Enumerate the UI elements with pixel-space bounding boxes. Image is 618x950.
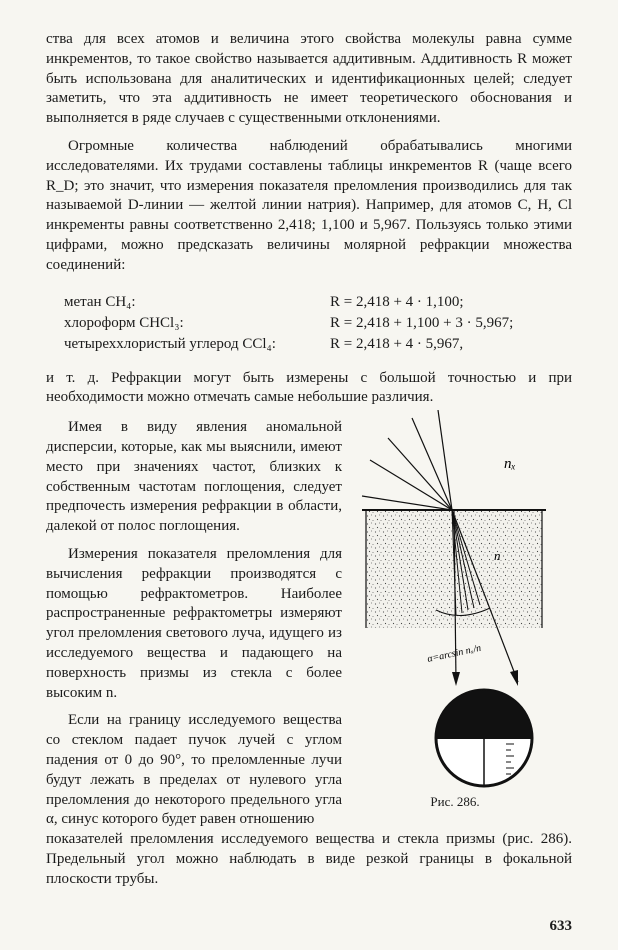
page-number: 633 [549,918,572,934]
paragraph-focal-plane: показателей преломления исследуемого вещества и стекла призмы (рис. 286). Предельный угол можно наблюдать в виде резкой границы в фокальной плоскости трубы. [46,831,572,887]
label-nx: nₓ [504,456,516,473]
page-body [46,30,572,889]
figure-286 [358,410,572,830]
formula-expression: R = 2,418 + 4 · 1,100; [330,293,464,310]
paragraph-dispersion: Имея в виду явления аномальной дисперсии, которые, как мы выяснили, имеют место при значениях частот, близких к собственным частотам поглощения, следует предпочесть измерения рефракции в области, далекой от полос поглощения. [46,419,342,535]
formula-row [64,313,572,334]
dark-field [436,690,532,738]
refractometer-diagram [358,410,572,790]
paragraph-limit-angle: Если на границу исследуемого вещества со стеклом падает пучок лучей с углом падения от 0 до 90°, то преломленные лучи будут лежать в пределах от нулевого угла преломления до некоторого предельного угла α, синус которого будет равен отношению [46,712,342,828]
arrow-head-icon [510,670,518,686]
arrow-head-icon [452,672,460,686]
formula-row [64,334,572,355]
paragraph-precision: и т. д. Рефракции могут быть измерены с большой точностью и при необходимости можно отмечать самые небольшие различия. [46,369,572,406]
formula-expression: R = 2,418 + 1,100 + 3 · 5,967; [330,314,514,331]
figure-caption: Рис. 286. [430,794,480,810]
compound-name: четыреххлористый углерод CCl₄: [64,335,276,352]
compound-name: хлороформ CHCl₃: [64,314,184,331]
compound-name: метан CH₄: [64,293,136,310]
formula-row [64,292,572,313]
formula-list [64,292,572,355]
label-n: n [494,548,501,564]
text-with-figure [46,410,572,830]
paragraph-refractometers: Измерения показателя преломления для вычисления рефракции производятся с помощью рефрактометров. Наиболее распространенные рефрактометры измеряют угол преломления светового луча, идущего из исследуемого вещества и падающего на поверхность призмы из стекла с более высоким n. [46,545,342,701]
text-column [46,410,342,830]
incident-rays [362,410,452,510]
paragraph-additivity: ства для всех атомов и величина этого свойства молекулы равна сумме инкрементов, то такое свойство называется аддитивным. Аддитивность R может быть использована для аналитических и идентификационных целей; следует заметить, что эта аддитивность не имеет теоретического обоснования и выполняется в ряде случаев с существенными отклонениями. [46,31,572,127]
paragraph-increments: Огромные количества наблюдений обрабатывались многими исследователями. Их трудами составлены таблицы инкрементов R (чаще всего R_D; это значит, что измерения показателя преломления производились для так называемой D-линии — желтой линии натрия). Например, для атомов С, Н, Cl инкременты равны соответственно 2,418; 1,100 и 5,967. Пользуясь только этими цифрами, можно предсказать величины молярной рефракции множества соединений: [46,137,572,273]
formula-expression: R = 2,418 + 4 · 5,967, [330,335,464,352]
label-angle: α=arcsin nₓ/n [426,642,483,666]
